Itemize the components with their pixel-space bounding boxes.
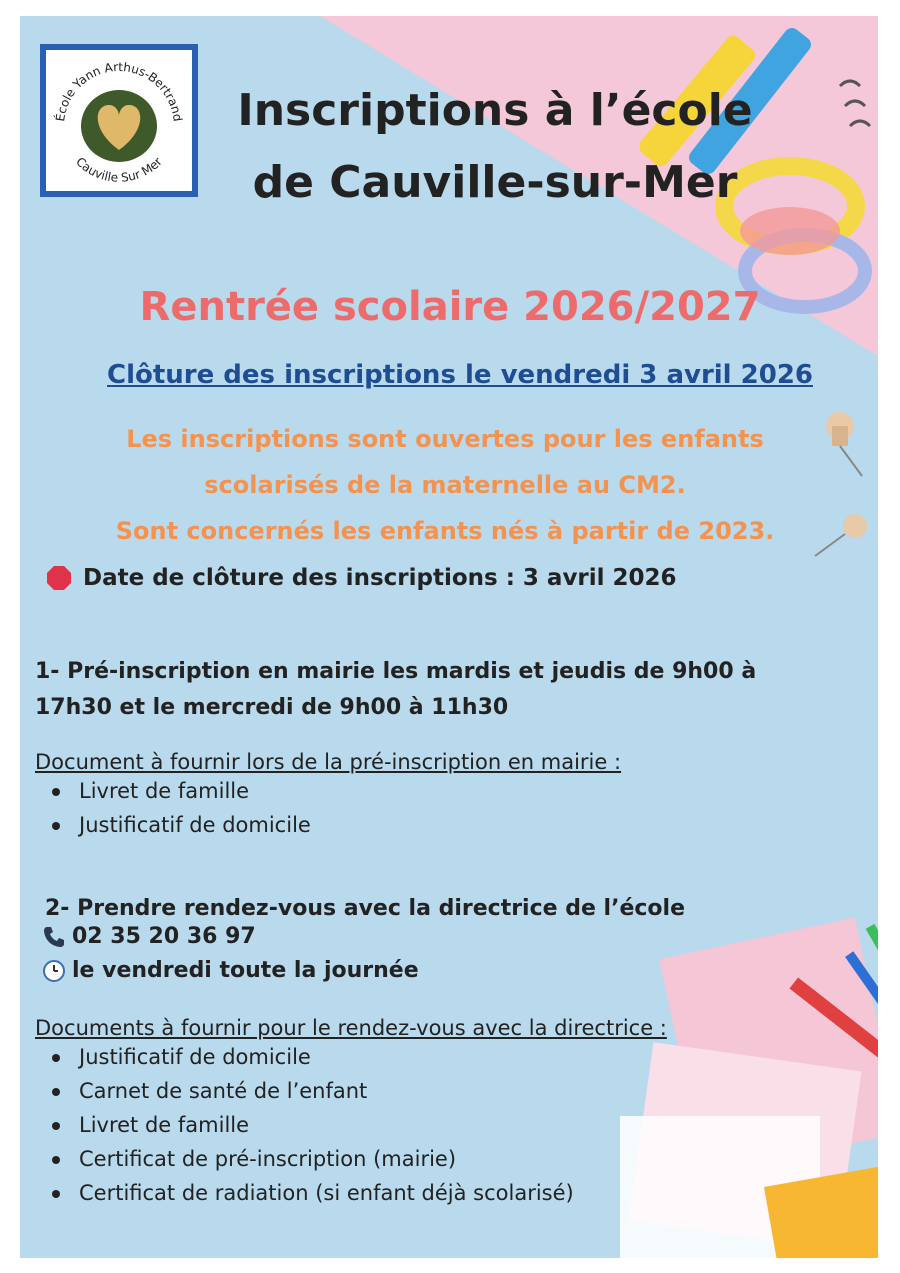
docs-mairie-section xyxy=(35,750,621,842)
phone-icon xyxy=(42,925,66,949)
step-1 xyxy=(35,654,815,726)
title-line-2: de Cauville-sur-Mer xyxy=(252,157,738,208)
list-item: Certificat de pré-inscription (mairie) xyxy=(35,1142,667,1176)
title-line-1: Inscriptions à l’école xyxy=(237,85,753,136)
docs-rdv-heading: Documents à fournir pour le rendez-vous avec la directrice : xyxy=(35,1016,667,1040)
list-item: Carnet de santé de l’enfant xyxy=(35,1074,667,1108)
open-info xyxy=(45,416,845,554)
phone-number: 02 35 20 36 97 xyxy=(72,924,256,949)
docs-mairie-list xyxy=(35,774,621,842)
stop-sign-icon xyxy=(45,564,73,592)
list-item: Certificat de radiation (si enfant déjà scolarisé) xyxy=(35,1176,667,1210)
flyer-sheet xyxy=(20,16,878,1258)
rentree-heading: Rentrée scolaire 2026/2027 xyxy=(139,284,761,330)
open-info-line-1: Les inscriptions sont ouvertes pour les enfants xyxy=(126,425,764,453)
docs-mairie-heading: Document à fournir lors de la pré-inscription en mairie : xyxy=(35,750,622,774)
schedule-row xyxy=(42,958,419,983)
list-item: Livret de famille xyxy=(35,774,621,808)
list-item: Justificatif de domicile xyxy=(35,1040,667,1074)
logo-top-text: École Yann Arthus-Bertrand xyxy=(53,59,185,123)
list-item: Justificatif de domicile xyxy=(35,808,621,842)
logo-bottom-text: Cauville Sur Mer xyxy=(73,154,165,185)
step-2-title: 2- Prendre rendez-vous avec la directrice de l’école xyxy=(45,896,685,921)
clock-icon xyxy=(42,959,66,983)
cloture-heading: Clôture des inscriptions le vendredi 3 avril 2026 xyxy=(107,360,813,390)
school-logo-emblem xyxy=(46,50,192,191)
open-info-line-2: scolarisés de la maternelle au CM2. xyxy=(204,471,686,499)
closing-date-row xyxy=(45,564,677,592)
step-1-line-1: 1- Pré-inscription en mairie les mardis et jeudis de 9h00 à xyxy=(35,659,757,684)
docs-rdv-list xyxy=(35,1040,667,1210)
schedule-text: le vendredi toute la journée xyxy=(72,958,419,983)
page-title xyxy=(185,75,805,219)
school-logo xyxy=(40,44,198,197)
docs-rdv-section xyxy=(35,1016,667,1210)
list-item: Livret de famille xyxy=(35,1108,667,1142)
step-1-line-2: 17h30 et le mercredi de 9h00 à 11h30 xyxy=(35,695,509,720)
closing-date-text: Date de clôture des inscriptions : 3 avril 2026 xyxy=(83,565,677,591)
open-info-line-3: Sont concernés les enfants nés à partir de 2023. xyxy=(115,517,775,545)
phone-row xyxy=(42,924,256,949)
